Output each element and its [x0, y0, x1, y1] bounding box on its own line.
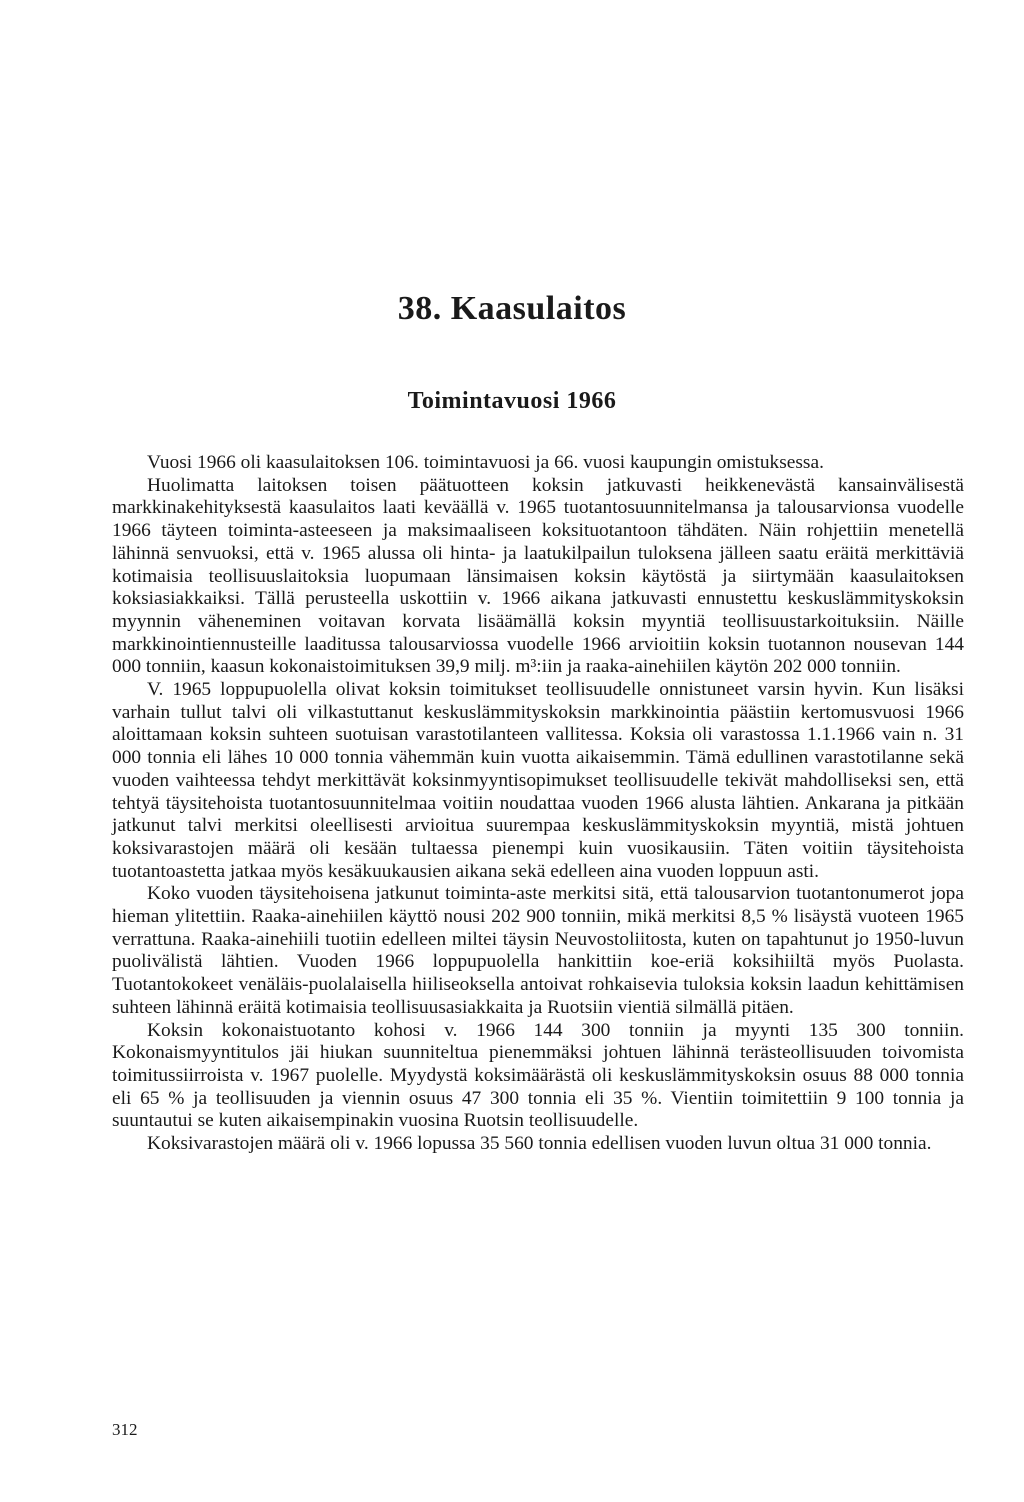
page-number: 312	[112, 1420, 138, 1439]
chapter-title: 38. Kaasulaitos	[397, 290, 627, 327]
body-text	[112, 452, 964, 1156]
paragraph: Huolimatta laitoksen toisen päätuotteen koksin jatkuvasti heikkenevästä kansainvälisestä markkinakehityksestä kaasulaitos laati keväällä v. 1965 tuotantosuunnitelmansa ja talousarvionsa vuodelle 1966 täyteen toiminta-asteeseen ja maksimaaliseen koksituotantoon tähdäten. Näin rohjettiin menetellä lähinnä senvuoksi, että v. 1965 alussa oli hinta- ja laatukilpailun tuloksena jälleen saatu eräitä merkittäviä kotimaisia teollisuuslaitoksia luopumaan länsimaisen koksin käytöstä ja siirtymään kaasulaitoksen koksiasiakkaiksi. Tällä perusteella uskottiin v. 1966 aikana jatkuvasti ennustettu keskuslämmityskoksin myynnin väheneminen voitavan korvata lisäämällä koksin myyntiä teollisuustarkoituksiin. Näille markkinointiennusteille laaditussa talousarviossa vuodelle 1966 arvioitiin koksin tuotannon nousevan 144 000 tonniin, kaasun kokonaistoimituksen 39,9 milj. m³:iin ja raaka-ainehiilen käytön 202 000 tonniin.	[112, 474, 964, 678]
paragraph: Koko vuoden täysitehoisena jatkunut toiminta-aste merkitsi sitä, että talousarvion tuotantonumerot jopa hieman ylitettiin. Raaka-ainehiilen käyttö nousi 202 900 tonniin, mikä merkitsi 8,5 % lisäystä vuoteen 1965 verrattuna. Raaka-ainehiili tuotiin edelleen miltei täysin Neuvostoliitosta, kuten on tapahtunut jo 1950-luvun puolivälistä lähtien. Vuoden 1966 loppupuolella hankittiin koe-eriä koksihiiltä myös Puolasta. Tuotantokokeet venäläis-puolalaisella hiiliseoksella antoivat rohkaisevia tuloksia koksin laadun kehittämisen suhteen lähinnä eräitä kotimaisia teollisuusasiakkaita ja Ruotsiin vientiä silmällä pitäen.	[112, 883, 964, 1018]
paragraph: V. 1965 loppupuolella olivat koksin toimitukset teollisuudelle onnistuneet varsin hyvin. Kun lisäksi varhain tullut talvi oli vilkastuttanut keskuslämmityskoksin markkinointia päästiin kertomusvuosi 1966 aloittamaan koksin suhteen suotuisan varastotilanteen vallitessa. Koksia oli varastossa 1.1.1966 vain n. 31 000 tonnia eli lähes 10 000 tonnia vähemmän kuin vuotta aikaisemmin. Tämä edullinen varastotilanne sekä vuoden vaihteessa tehdyt merkittävät koksinmyyntisopimukset teollisuudelle tekivät mahdolliseksi sen, että tehtyä täysitehoista tuotantosuunnitelmaa voitiin noudattaa vuoden 1966 alusta lähtien. Ankarana ja pitkään jatkunut talvi merkitsi oleellisesti arvioitua suurempaa keskuslämmityskoksin myyntiä, mistä johtuen koksivarastojen määrä oli kesään tultaessa pienempi kuin vuosikausiin. Täten voitiin täysitehoista tuotantoastetta jatkaa myös kesäkuukausien aikana sekä edelleen aina vuoden loppuun asti.	[112, 679, 964, 882]
paragraph: Koksin kokonaistuotanto kohosi v. 1966 144 300 tonniin ja myynti 135 300 tonniin. Kokonaismyyntitulos jäi hiukan suunniteltua pienemmäksi johtuen lähinnä terästeollisuuden toivomista toimitussiirroista v. 1967 puolelle. Myydystä koksimäärästä oli keskuslämmityskoksin osuus 88 000 tonnia eli 65 % ja teollisuuden ja viennin osuus 47 300 tonnia eli 35 %. Vientiin toimitettiin 9 100 tonnia ja suuntautui se kuten aikaisempinakin vuosina Ruotsin teollisuudelle.	[112, 1019, 964, 1132]
section-title: Toimintavuosi 1966	[407, 388, 617, 414]
paragraph: Koksivarastojen määrä oli v. 1966 lopussa 35 560 tonnia edellisen vuoden luvun oltua 31 000 tonnia.	[147, 1133, 932, 1155]
paragraph: Vuosi 1966 oli kaasulaitoksen 106. toimintavuosi ja 66. vuosi kaupungin omistuksessa.	[147, 452, 824, 473]
